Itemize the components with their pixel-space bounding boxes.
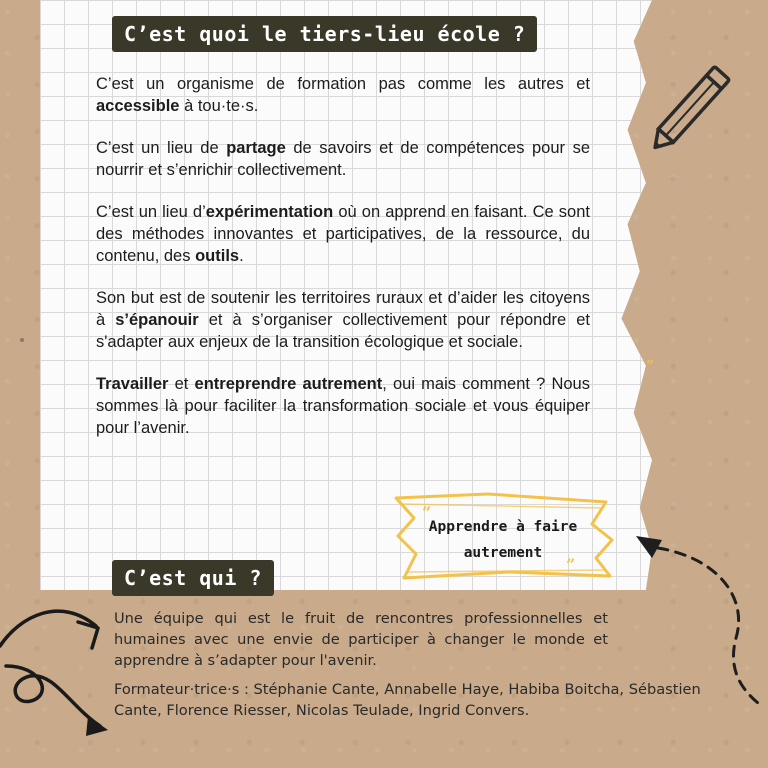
quote-banner [392,492,614,580]
section-title-who: C’est qui ? [112,560,274,596]
trainers-list: Formateur·trice·s : Stéphanie Cante, Annabelle Haye, Habiba Boitcha, Sébastien Cante, Florence Riesser, Nicolas Teulade, Ingrid Convers. [114,681,701,719]
paragraph-4: Son but est de soutenir les territoires ruraux et d’aider les citoyens à s’épanouir et à s’organiser collectivement pour répondre et s'adapter aux enjeux de la transition écologique et sociale. [96,289,591,351]
paragraph-3: C’est un lieu d’expérimentation où on apprend en faisant. Ce sont des méthodes innovantes et participatives, de la ressource, du contenu, des outils. [96,203,590,265]
team-description: Une équipe qui est le fruit de rencontres professionnelles et humaines avec une envie de participer à changer le monde et apprendre à s’adapter pour l'avenir. [114,610,608,669]
paragraph-5: Travailler et entreprendre autrement, oui mais comment ? Nous sommes là pour faciliter la transformation sociale et vous équiper pour l’avenir. [96,375,590,437]
curly-arrow-icon [0,596,120,756]
quote-line-2: autrement [463,545,543,561]
quote-text [392,514,614,566]
dashed-arrow-icon [628,528,768,708]
paragraph-1: C’est un organisme de formation pas comme les autres et accessible à tou·te·s. [96,75,590,115]
paragraph-2: C’est un lieu de partage de savoirs et de compétences pour se nourrir et s’enrichir collectivement. [96,139,590,179]
speck-icon [20,338,24,342]
section-title-what: C’est quoi le tiers-lieu école ? [112,16,537,52]
pencil-icon [636,52,748,164]
intro-text-block [96,73,590,459]
team-text-block [114,608,701,729]
svg-text:“: “ [422,503,432,522]
quote-mark-icon: “ [646,358,655,374]
quote-line-1: Apprendre à faire [428,519,578,535]
svg-text:”: ” [566,555,576,574]
